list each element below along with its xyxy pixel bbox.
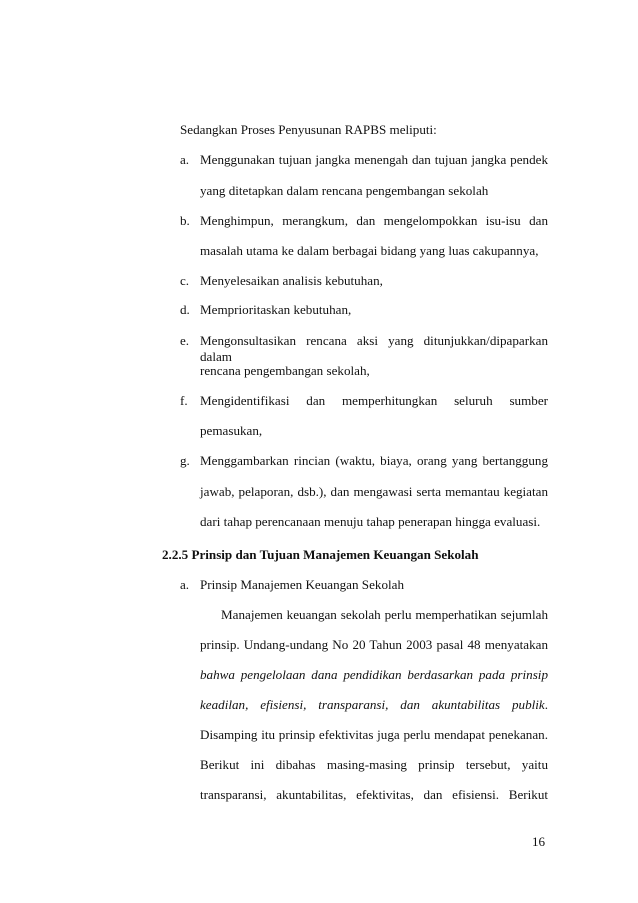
subsection-label-a: a. [180, 577, 190, 592]
list-label-d: d. [180, 302, 190, 317]
para-line-2: prinsip. Undang-undang No 20 Tahun 2003 pasal 48 menyatakan [200, 637, 548, 652]
para-line-1: Manajemen keuangan sekolah perlu memperhatikan sejumlah [221, 607, 548, 622]
list-item-b-line2: masalah utama ke dalam berbagai bidang yang luas cakupannya, [200, 243, 539, 258]
list-label-b: b. [180, 213, 190, 228]
list-label-c: c. [180, 273, 190, 288]
list-item-a-line2: yang ditetapkan dalam rencana pengembangan sekolah [200, 183, 489, 198]
list-item-b-line1: Menghimpun, merangkum, dan mengelompokkan isu-isu dan [200, 213, 548, 228]
para-line-6: Berikut ini dibahas masing-masing prinsip tersebut, yaitu [200, 757, 548, 772]
list-item-g-line2: jawab, pelaporan, dsb.), dan mengawasi serta memantau kegiatan [200, 484, 548, 499]
para-line-7: transparansi, akuntabilitas, efektivitas, dan efisiensi. Berikut [200, 787, 548, 802]
list-label-g: g. [180, 453, 190, 468]
intro-text: Sedangkan Proses Penyusunan RAPBS meliputi: [180, 122, 437, 137]
list-label-f: f. [180, 393, 188, 408]
para-line-4 [200, 697, 548, 713]
para-line-5: Disamping itu prinsip efektivitas juga perlu mendapat penekanan. [200, 727, 548, 742]
list-item-c-line1: Menyelesaikan analisis kebutuhan, [200, 273, 383, 288]
list-item-a-line1: Menggunakan tujuan jangka menengah dan tujuan jangka pendek [200, 152, 548, 167]
list-item-d-line1: Memprioritaskan kebutuhan, [200, 302, 352, 317]
page-number: 16 [532, 834, 546, 849]
list-item-f-line1: Mengidentifikasi dan memperhitungkan seluruh sumber [200, 393, 548, 408]
list-item-g-line1: Menggambarkan rincian (waktu, biaya, orang yang bertanggung [200, 453, 548, 468]
list-item-e-line2: rencana pengembangan sekolah, [200, 363, 370, 378]
list-item-g-line3: dari tahap perencanaan menuju tahap penerapan hingga evaluasi. [200, 514, 541, 529]
list-item-f-line2: pemasukan, [200, 423, 263, 438]
subsection-title: Prinsip Manajemen Keuangan Sekolah [200, 577, 404, 592]
list-label-e: e. [180, 333, 190, 348]
section-heading: 2.2.5 Prinsip dan Tujuan Manajemen Keuangan Sekolah [162, 547, 479, 562]
para-line-4-italic: keadilan, efisiensi, transparansi, dan akuntabilitas publik [200, 697, 545, 712]
list-label-a: a. [180, 152, 190, 167]
list-item-e-line1: Mengonsultasikan rencana aksi yang ditunjukkan/dipaparkan dalam [200, 333, 548, 364]
para-line-4-end: . [544, 697, 548, 712]
para-line-3: bahwa pengelolaan dana pendidikan berdasarkan pada prinsip [200, 667, 548, 682]
